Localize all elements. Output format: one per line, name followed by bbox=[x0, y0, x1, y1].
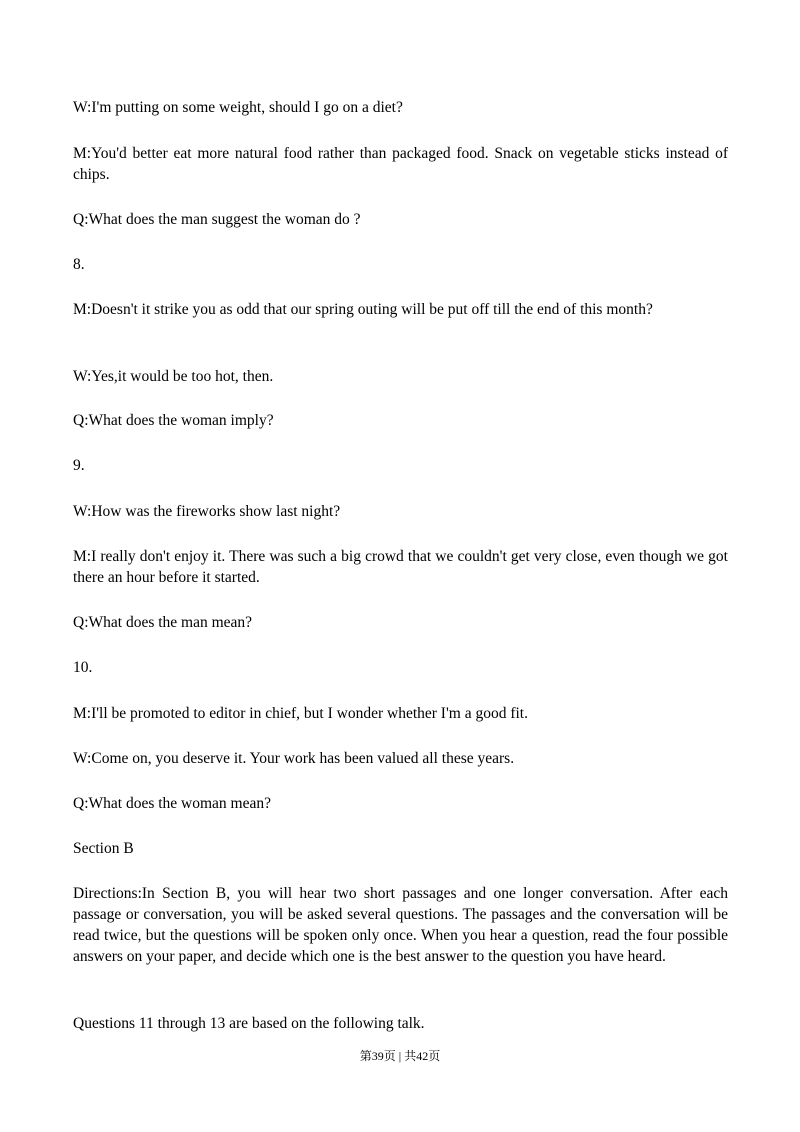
dialogue-line: W:Come on, you deserve it. Your work has been valued all these years. bbox=[73, 750, 515, 767]
section-heading: Section B bbox=[73, 840, 134, 857]
dialogue-line: M:I really don't enjoy it. There was such a big crowd that we couldn't get very close, even though we got there an hour before it started. bbox=[73, 548, 728, 586]
questions-intro: Questions 11 through 13 are based on the following talk. bbox=[73, 1015, 425, 1032]
item-number: 9. bbox=[73, 457, 85, 474]
question-line: Q:What does the man suggest the woman do ? bbox=[73, 211, 361, 228]
dialogue-line: W:I'm putting on some weight, should I go on a diet? bbox=[73, 99, 403, 116]
item-number: 10. bbox=[73, 659, 93, 676]
dialogue-line: W:Yes,it would be too hot, then. bbox=[73, 368, 274, 385]
question-line: Q:What does the man mean? bbox=[73, 614, 253, 631]
dialogue-line: M:Doesn't it strike you as odd that our spring outing will be put off till the end of this month? bbox=[73, 301, 653, 318]
dialogue-line: M:I'll be promoted to editor in chief, but I wonder whether I'm a good fit. bbox=[73, 705, 528, 722]
item-number: 8. bbox=[73, 256, 85, 273]
dialogue-line: W:How was the fireworks show last night? bbox=[73, 503, 341, 520]
question-line: Q:What does the woman imply? bbox=[73, 412, 274, 429]
question-line: Q:What does the woman mean? bbox=[73, 795, 271, 812]
dialogue-line: M:You'd better eat more natural food rather than packaged food. Snack on vegetable sticks instead of chips. bbox=[73, 145, 728, 183]
page-footer: 第39页 | 共42页 bbox=[359, 1049, 441, 1063]
directions-paragraph: Directions:In Section B, you will hear two short passages and one longer conversation. After each passage or conversation, you will be asked several questions. The passages and the conversation will be read twice, but the questions will be spoken only once. When you hear a question, read the four possible answers on your paper, and decide which one is the best answer to the question you have heard. bbox=[73, 885, 728, 965]
